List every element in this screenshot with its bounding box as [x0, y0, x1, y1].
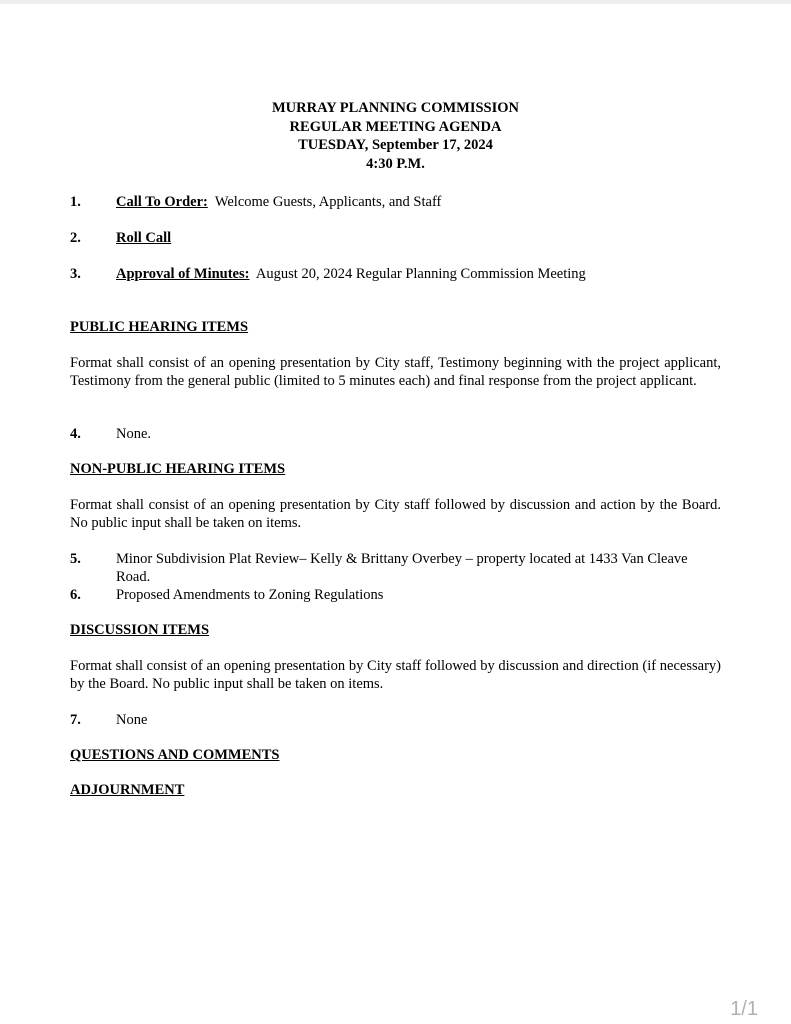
- page-counter: 1/1: [730, 998, 758, 1020]
- item-label: Call To Order:: [116, 194, 208, 210]
- agenda-header: [0, 99, 791, 173]
- header-line-time: 4:30 P.M.: [366, 155, 425, 172]
- section-title-adjournment: ADJOURNMENT: [70, 782, 185, 798]
- item-number: 5.: [70, 551, 81, 567]
- item-label: Approval of Minutes:: [116, 266, 250, 282]
- item-text: None.: [116, 426, 152, 442]
- header-line-agenda: REGULAR MEETING AGENDA: [289, 118, 502, 135]
- header-line-commission: MURRAY PLANNING COMMISSION: [271, 100, 520, 116]
- discussion-format: Format shall consist of an opening presentation by City staff followed by discussion and direction (if necessary) by the Board. No public input shall be taken on items.: [70, 658, 721, 692]
- item-text: August 20, 2024 Regular Planning Commission Meeting: [255, 266, 586, 282]
- item-text: Proposed Amendments to Zoning Regulations: [116, 587, 384, 603]
- item-number: 7.: [70, 712, 81, 728]
- item-number: 6.: [70, 587, 81, 603]
- item-text: Welcome Guests, Applicants, and Staff: [214, 194, 442, 210]
- section-title-questions: QUESTIONS AND COMMENTS: [70, 747, 280, 763]
- public-hearing-format: Format shall consist of an opening presentation by City staff, Testimony beginning with the project applicant, Testimony from the general public (limited to 5 minutes each) and final response from the project applicant.: [70, 355, 721, 389]
- section-title-discussion: DISCUSSION ITEMS: [70, 622, 210, 638]
- item-number: 2.: [70, 230, 81, 246]
- item-number: 3.: [70, 266, 81, 282]
- item-number: 1.: [70, 194, 81, 210]
- item-text: Minor Subdivision Plat Review– Kelly & Brittany Overbey – property located at 1433 Van Cleave Road.: [116, 551, 688, 585]
- item-text: None: [116, 712, 148, 728]
- header-line-date: TUESDAY, September 17, 2024: [298, 137, 493, 153]
- section-title-public-hearing: PUBLIC HEARING ITEMS: [70, 319, 249, 335]
- non-public-hearing-format: Format shall consist of an opening presentation by City staff followed by discussion and action by the Board. No public input shall be taken on items.: [70, 497, 721, 531]
- item-number: 4.: [70, 426, 81, 442]
- section-title-non-public-hearing: NON-PUBLIC HEARING ITEMS: [70, 461, 286, 477]
- item-label: Roll Call: [116, 230, 172, 246]
